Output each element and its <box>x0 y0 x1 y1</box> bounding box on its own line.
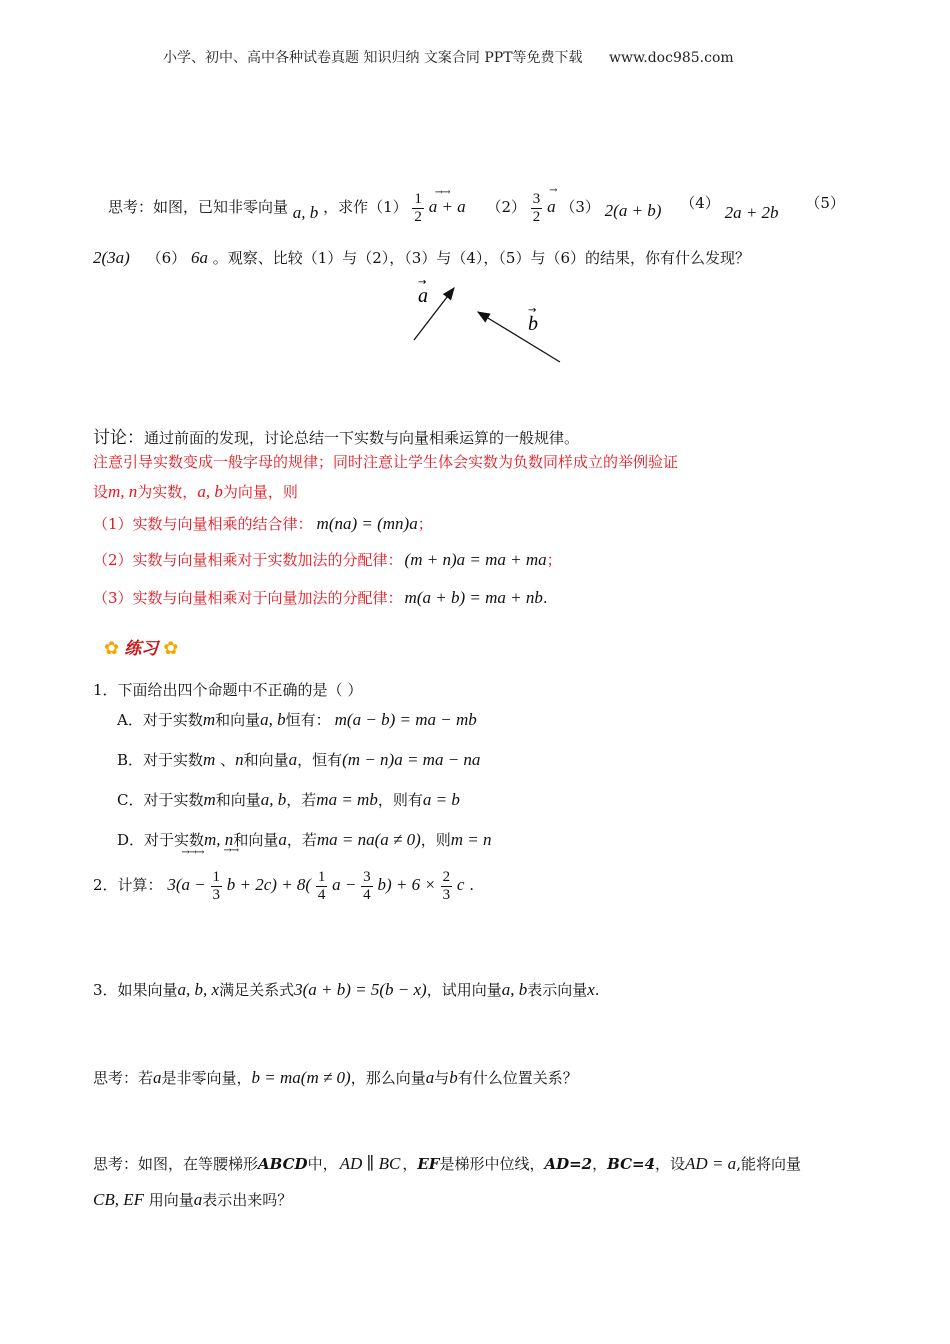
option-b: B．对于实数m 、n和向量a，恒有(m − n)a = ma − na <box>117 750 481 769</box>
think1-frac2: $\frac{3}{2}$ <box>532 190 541 225</box>
question-2-label: 2．计算： <box>93 876 163 894</box>
question-3: 3．如果向量a, b, x满足关系式3(a + b) = 5(b − x)，试用向量a, b表示向量x. <box>93 980 600 999</box>
vector-b-arrow <box>478 312 560 362</box>
think3-line1: 思考：如图，在等腰梯形ABCD中， AD ∥ BC ，EF是梯形中位线，AD=2，BC=4，设AD = a,能将向量 <box>93 1154 801 1173</box>
think1-expr4: 2a + 2b <box>724 203 779 222</box>
think1-label3: （3） <box>560 198 600 216</box>
think1-line1 <box>108 182 845 232</box>
discussion-set-line: 设m, n为实数，a, b为向量，则 <box>93 482 298 501</box>
think1-expr5: 2(3a) <box>93 248 130 267</box>
think1-expr1: →→ a + a <box>428 187 466 216</box>
law-distributive-real: （2）实数与向量相乘对于实数加法的分配律： (m + n)a = ma + ma； <box>93 550 562 569</box>
discussion-note: 注意引导实数变成一般字母的规律；同时注意让学生体会实数为负数同样成立的举例验证 <box>93 453 679 471</box>
vector-b-label: b <box>528 313 538 335</box>
law-associative: （1）实数与向量相乘的结合律： m(na) = (mn)a； <box>93 514 433 533</box>
think1-frac1: $\frac{1}{2}$ <box>414 190 422 225</box>
star-icon: ✿ <box>104 638 120 659</box>
think1-expr2: → a <box>547 185 557 216</box>
think1-vecs: a, b <box>292 203 319 222</box>
question-1: 1．下面给出四个命题中不正确的是（ ） <box>93 681 363 699</box>
law-distributive-vector: （3）实数与向量相乘对于向量加法的分配律： m(a + b) = ma + nb. <box>93 588 548 607</box>
think1-ask: ，求作（1） <box>323 198 408 216</box>
vector-figure <box>400 278 580 373</box>
think1-intro: 思考：如图，已知非零向量 <box>108 198 289 216</box>
practice-heading <box>104 634 178 659</box>
think1-expr6: 6a <box>190 248 208 267</box>
vector-a-arrow-mark: → <box>418 278 427 288</box>
think1-line2 <box>93 247 750 268</box>
think1-observe: 。观察、比较（1）与（2），（3）与（4），（5）与（6）的结果，你有什么发现？ <box>212 249 750 267</box>
question-2 <box>93 845 474 908</box>
practice-title: 练习 <box>124 639 159 659</box>
think1-expr3: 2(a + b) <box>604 201 662 220</box>
header-url: www.doc985.com <box>608 50 734 66</box>
think3-line2: CB, EF 用向量a表示出来吗？ <box>93 1190 293 1209</box>
think2-line: 思考：若a是非零向量，b = ma(m ≠ 0)，那么向量a与b有什么位置关系？ <box>93 1068 578 1087</box>
star-icon: ✿ <box>163 638 179 659</box>
discussion-text: 通过前面的发现，讨论总结一下实数与向量相乘运算的一般规律。 <box>144 429 580 447</box>
option-a: A．对于实数m和向量a, b恒有： m(a − b) = ma − mb <box>117 710 477 729</box>
think1-label4: （4） <box>680 194 720 212</box>
question-2-expression: →→→ →→ 3(a − $\frac{1}{3}$ b + 2c) + 8( $\frac{1}{4}$ a − $\frac{3}{4}$ b) + 6 × $\frac{2}{3}$ c . <box>167 845 474 903</box>
option-d: D．对于实数m, n和向量a，若ma = na(a ≠ 0)，则m = n <box>117 830 492 849</box>
discussion-line <box>93 423 579 448</box>
vector-a-label: a <box>418 285 428 307</box>
header-slogan: 小学、初中、高中各种试卷真题 知识归纳 文案合同 PPT等免费下载 <box>163 50 583 66</box>
think1-label5: （5） <box>805 194 845 212</box>
header-text <box>163 47 734 67</box>
discussion-label: 讨论： <box>93 428 144 448</box>
vector-b-arrow-mark: → <box>528 305 537 316</box>
option-c: C．对于实数m和向量a, b，若ma = mb，则有a = b <box>117 790 460 809</box>
think1-label6: （6） <box>146 249 187 267</box>
think1-label2: （2） <box>486 198 526 216</box>
